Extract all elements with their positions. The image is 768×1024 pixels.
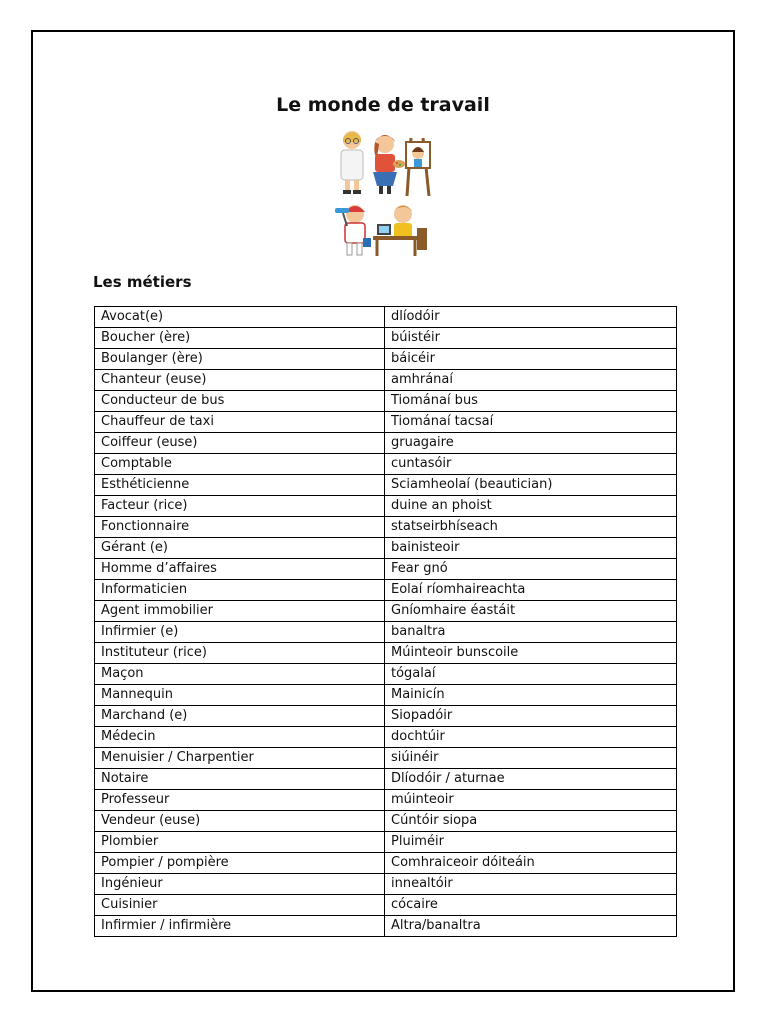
irish-term-cell: cuntasóir <box>385 454 677 475</box>
french-term-cell: Conducteur de bus <box>95 391 385 412</box>
french-term-cell: Mannequin <box>95 685 385 706</box>
french-term-cell: Ingénieur <box>95 874 385 895</box>
french-term-cell: Coiffeur (euse) <box>95 433 385 454</box>
french-term-cell: Homme d’affaires <box>95 559 385 580</box>
table-row <box>95 727 677 748</box>
french-term-cell: Gérant (e) <box>95 538 385 559</box>
irish-term-cell: dochtúir <box>385 727 677 748</box>
irish-term-cell: gruagaire <box>385 433 677 454</box>
irish-term-cell: Tiománaí bus <box>385 391 677 412</box>
table-row <box>95 874 677 895</box>
table-row <box>95 559 677 580</box>
table-row <box>95 895 677 916</box>
irish-term-cell: amhránaí <box>385 370 677 391</box>
table-row <box>95 328 677 349</box>
french-term-cell: Notaire <box>95 769 385 790</box>
french-term-cell: Avocat(e) <box>95 307 385 328</box>
french-term-cell: Informaticien <box>95 580 385 601</box>
irish-term-cell: Siopadóir <box>385 706 677 727</box>
table-row <box>95 622 677 643</box>
irish-term-cell: siúinéir <box>385 748 677 769</box>
irish-term-cell: Eolaí ríomhaireachta <box>385 580 677 601</box>
french-term-cell: Chauffeur de taxi <box>95 412 385 433</box>
page-title: Le monde de travail <box>276 94 490 116</box>
section-heading: Les métiers <box>93 273 192 291</box>
french-term-cell: Esthéticienne <box>95 475 385 496</box>
table-row <box>95 601 677 622</box>
table-row <box>95 496 677 517</box>
irish-term-cell: tógalaí <box>385 664 677 685</box>
table-row <box>95 538 677 559</box>
table-row <box>95 307 677 328</box>
table-row <box>95 685 677 706</box>
table-row <box>95 433 677 454</box>
irish-term-cell: Mainicín <box>385 685 677 706</box>
french-term-cell: Vendeur (euse) <box>95 811 385 832</box>
workers-clipart-icon <box>333 128 433 260</box>
french-term-cell: Professeur <box>95 790 385 811</box>
table-row <box>95 643 677 664</box>
irish-term-cell: Dlíodóir / aturnae <box>385 769 677 790</box>
table-row <box>95 790 677 811</box>
document-page <box>31 30 735 992</box>
table-row <box>95 454 677 475</box>
irish-term-cell: Cúntóir siopa <box>385 811 677 832</box>
vocabulary-table-body <box>95 307 677 937</box>
vocabulary-table <box>94 306 677 937</box>
irish-term-cell: innealtóir <box>385 874 677 895</box>
table-row <box>95 349 677 370</box>
french-term-cell: Marchand (e) <box>95 706 385 727</box>
easel-icon <box>406 138 430 196</box>
french-term-cell: Pompier / pompière <box>95 853 385 874</box>
irish-term-cell: Gníomhaire éastáit <box>385 601 677 622</box>
french-term-cell: Boulanger (ère) <box>95 349 385 370</box>
irish-term-cell: Pluiméir <box>385 832 677 853</box>
table-row <box>95 811 677 832</box>
table-row <box>95 664 677 685</box>
irish-term-cell: báicéir <box>385 349 677 370</box>
table-row <box>95 853 677 874</box>
french-term-cell: Facteur (rice) <box>95 496 385 517</box>
table-row <box>95 580 677 601</box>
irish-term-cell: banaltra <box>385 622 677 643</box>
irish-term-cell: bainisteoir <box>385 538 677 559</box>
irish-term-cell: Comhraiceoir dóiteáin <box>385 853 677 874</box>
french-term-cell: Infirmier (e) <box>95 622 385 643</box>
irish-term-cell: statseirbhíseach <box>385 517 677 538</box>
table-row <box>95 916 677 937</box>
irish-term-cell: búistéir <box>385 328 677 349</box>
french-term-cell: Instituteur (rice) <box>95 643 385 664</box>
table-row <box>95 391 677 412</box>
table-row <box>95 370 677 391</box>
table-row <box>95 748 677 769</box>
irish-term-cell: Tiománaí tacsaí <box>385 412 677 433</box>
irish-term-cell: múinteoir <box>385 790 677 811</box>
irish-term-cell: Fear gnó <box>385 559 677 580</box>
french-term-cell: Infirmier / infirmière <box>95 916 385 937</box>
irish-term-cell: Múinteoir bunscoile <box>385 643 677 664</box>
french-term-cell: Comptable <box>95 454 385 475</box>
irish-term-cell: duine an phoist <box>385 496 677 517</box>
french-term-cell: Fonctionnaire <box>95 517 385 538</box>
computer-worker-figure-icon <box>373 205 427 256</box>
table-row <box>95 832 677 853</box>
table-row <box>95 769 677 790</box>
table-row <box>95 517 677 538</box>
french-term-cell: Menuisier / Charpentier <box>95 748 385 769</box>
french-term-cell: Cuisinier <box>95 895 385 916</box>
french-term-cell: Médecin <box>95 727 385 748</box>
table-row <box>95 475 677 496</box>
french-term-cell: Chanteur (euse) <box>95 370 385 391</box>
irish-term-cell: Altra/banaltra <box>385 916 677 937</box>
french-term-cell: Boucher (ère) <box>95 328 385 349</box>
irish-term-cell: cócaire <box>385 895 677 916</box>
painter-figure-icon <box>373 135 405 194</box>
french-term-cell: Agent immobilier <box>95 601 385 622</box>
table-row <box>95 706 677 727</box>
french-term-cell: Plombier <box>95 832 385 853</box>
irish-term-cell: dlíodóir <box>385 307 677 328</box>
french-term-cell: Maçon <box>95 664 385 685</box>
worker-figure-icon <box>335 205 371 255</box>
table-row <box>95 412 677 433</box>
doctor-figure-icon <box>341 131 363 194</box>
irish-term-cell: Sciamheolaí (beautician) <box>385 475 677 496</box>
